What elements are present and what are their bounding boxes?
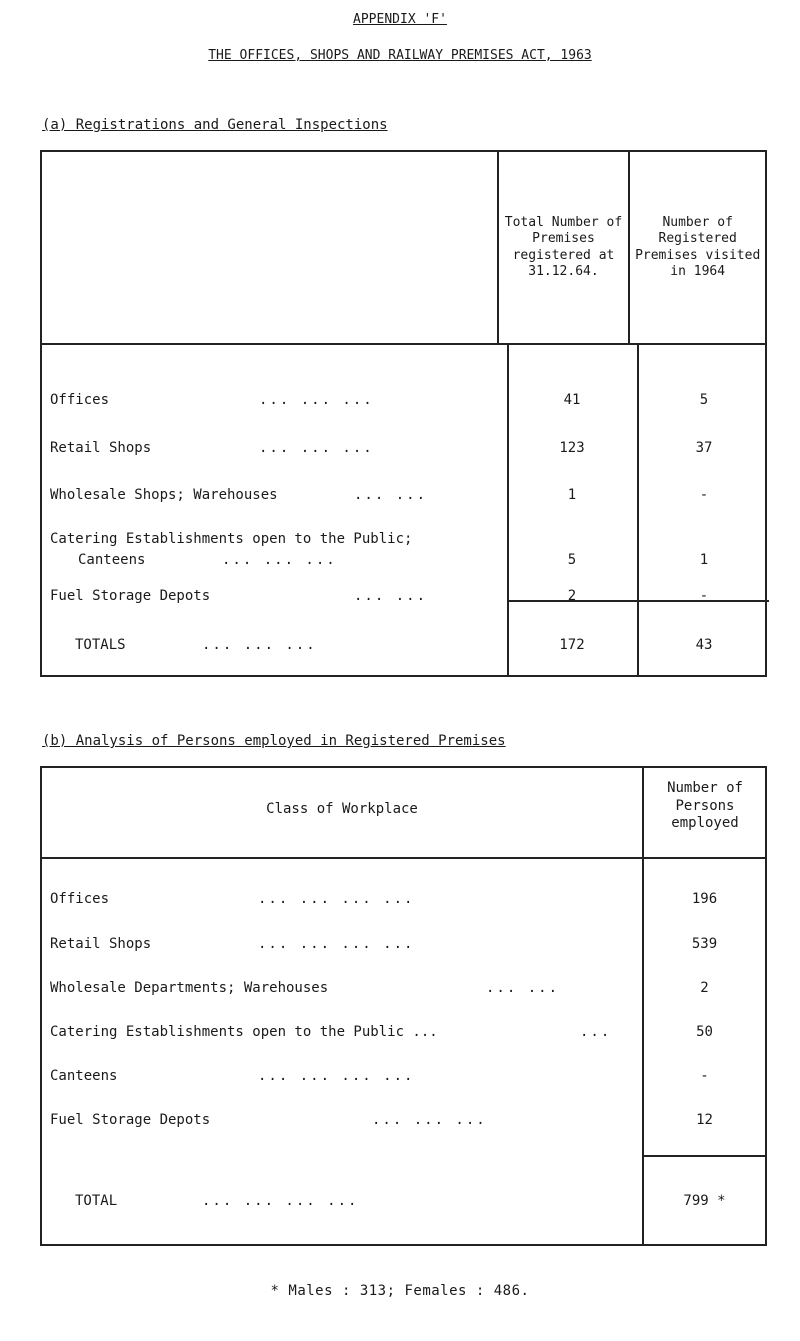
appendix-heading: APPENDIX 'F' <box>353 12 447 27</box>
row-dots: ... ... ... <box>259 392 374 408</box>
employment-table <box>40 766 767 1246</box>
row-label: Wholesale Shops; Warehouses <box>50 487 278 503</box>
total-value: 41 <box>563 392 581 408</box>
row-dots: ... ... ... ... <box>258 1068 415 1084</box>
row-dots: ... ... ... <box>202 637 317 653</box>
row-label: Canteens <box>50 1068 118 1084</box>
row-dots: ... ... ... ... <box>202 1193 359 1209</box>
blank-header-cell <box>41 151 498 344</box>
row-label: Offices <box>50 392 110 408</box>
persons-employed-header: Number of Persons employed <box>667 780 743 831</box>
visited-value: - <box>699 588 709 604</box>
total-label: TOTAL <box>75 1193 118 1209</box>
totals-total: 172 <box>559 637 585 653</box>
row-label: Fuel Storage Depots <box>50 588 211 604</box>
visited-value: 5 <box>699 392 709 408</box>
row-dots: ... ... <box>354 487 428 503</box>
persons-value: 196 <box>691 891 718 907</box>
registrations-table <box>40 150 767 345</box>
row-dots: ... ... ... <box>222 552 337 568</box>
row-dots: ... ... ... <box>372 1112 487 1128</box>
row-dots: ... ... <box>486 980 560 996</box>
totals-label: TOTALS <box>75 637 126 653</box>
visited-value: - <box>699 487 709 503</box>
total-premises-header: Total Number of Premises registered at 31.12.64. <box>498 151 630 344</box>
premises-visited-header: Number of Registered Premises visited in 1964 <box>629 151 766 344</box>
footnote: * Males : 313; Females : 486. <box>270 1283 530 1299</box>
totals-visited: 43 <box>695 637 713 653</box>
row-label-cont: Canteens <box>78 552 146 568</box>
total-separator <box>642 1155 765 1157</box>
section-b-title: (b) Analysis of Persons employed in Registered Premises <box>42 733 506 749</box>
persons-value: 12 <box>696 1112 713 1128</box>
row-label: Retail Shops <box>50 440 152 456</box>
total-value: 2 <box>567 588 577 604</box>
section-a-title: (a) Registrations and General Inspections <box>42 117 388 133</box>
row-label: Retail Shops <box>50 936 152 952</box>
row-dots: ... <box>580 1024 612 1040</box>
row-label: Fuel Storage Depots <box>50 1112 211 1128</box>
row-label: Offices <box>50 891 110 907</box>
registrations-body <box>40 345 767 677</box>
class-of-workplace-header: Class of Workplace <box>266 801 418 817</box>
visited-value: 37 <box>695 440 713 456</box>
persons-value: 2 <box>700 980 709 996</box>
row-dots: ... ... <box>354 588 428 604</box>
total-value: 5 <box>567 552 577 568</box>
persons-value: 50 <box>696 1024 713 1040</box>
persons-value: - <box>700 1068 709 1084</box>
persons-value: 539 <box>691 936 718 952</box>
row-label: Wholesale Departments; Warehouses <box>50 980 329 996</box>
total-value: 123 <box>559 440 585 456</box>
col-divider <box>642 768 644 1246</box>
header-separator <box>42 857 765 859</box>
total-value: 799 * <box>683 1193 726 1209</box>
act-title: THE OFFICES, SHOPS AND RAILWAY PREMISES ACT, 1963 <box>208 48 592 63</box>
row-dots: ... ... ... <box>259 440 374 456</box>
row-label: Catering Establishments open to the Public ... <box>50 1024 438 1040</box>
row-label: Catering Establishments open to the Public; <box>50 531 413 547</box>
row-dots: ... ... ... ... <box>258 936 415 952</box>
total-value: 1 <box>567 487 577 503</box>
row-dots: ... ... ... ... <box>258 891 415 907</box>
visited-value: 1 <box>699 552 709 568</box>
